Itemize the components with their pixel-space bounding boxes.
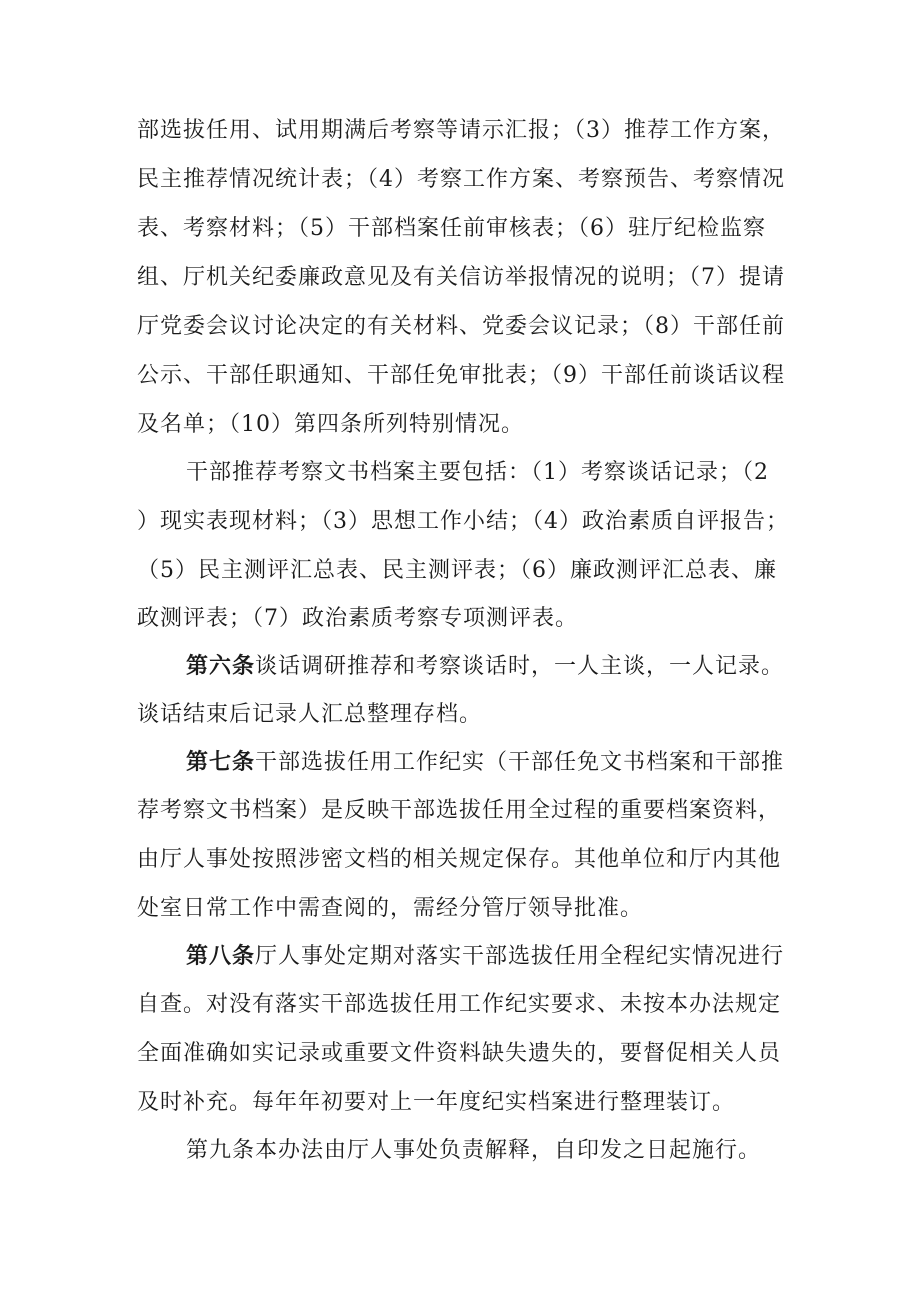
- paragraph-1-line: [0, 165, 920, 195]
- text-line: 谈话结束后记录人汇总整理存档。: [137, 702, 483, 727]
- text-line: 部选拔任用、试用期满后考察等请示汇报；（3）推荐工作方案，: [137, 118, 785, 143]
- article-7-line: [0, 894, 920, 924]
- paragraph-1-line: [0, 410, 920, 440]
- article-8-first-line: [0, 941, 920, 971]
- text-line: 自查。对没有落实干部选拔任用工作纪实要求、未按本办法规定: [137, 992, 782, 1017]
- article-heading: 第七条: [186, 749, 256, 775]
- text-line: 由厅人事处按照涉密文档的相关规定保存。其他单位和厅内其他: [137, 847, 782, 872]
- article-8-text: [186, 941, 784, 972]
- text-line: 第九条本办法由厅人事处负责解释，自印发之日起施行。: [186, 1138, 762, 1163]
- paragraph-1-line: [0, 312, 920, 342]
- text-line: 处室日常工作中需查阅的，需经分管厅领导批准。: [137, 896, 644, 921]
- text-line: 表、考察材料；（5）干部档案任前审核表；（6）驻厅纪检监察: [137, 216, 766, 241]
- text-line: 组、厅机关纪委廉政意见及有关信访举报情况的说明；（7）提请: [137, 265, 785, 290]
- article-7-first-line: [0, 747, 920, 777]
- article-6-first-line: [0, 651, 920, 681]
- text-line: 荐考察文书档案）是反映干部选拔任用全过程的重要档案资料，: [137, 798, 782, 823]
- text-line: （5）民主测评汇总表、民主测评表；（6）廉政测评汇总表、廉: [137, 558, 777, 583]
- paragraph-1-line: [0, 214, 920, 244]
- article-6-text: [186, 651, 784, 682]
- text-line: 及名单；（10）第四条所列特别情况。: [137, 412, 524, 437]
- paragraph-2-line: [0, 556, 920, 586]
- paragraph-1-line: [0, 116, 920, 146]
- article-8-line: [0, 990, 920, 1020]
- article-7-line: [0, 796, 920, 826]
- article-8-line: [0, 1088, 920, 1118]
- article-6-line: [0, 700, 920, 730]
- article-8-line: [0, 1039, 920, 1069]
- text-line: 全面准确如实记录或重要文件资料缺失遗失的，要督促相关人员: [137, 1041, 782, 1066]
- article-9-line: [0, 1136, 920, 1166]
- text-line: 谈话调研推荐和考察谈话时，一人主谈，一人记录。: [255, 654, 785, 679]
- paragraph-1-line: [0, 361, 920, 391]
- text-line: 干部推荐考察文书档案主要包括：（1）考察谈话记录；（2: [186, 460, 769, 485]
- article-7-text: [186, 747, 784, 778]
- article-heading: 第八条: [186, 943, 256, 969]
- text-line: 公示、干部任职通知、干部任免审批表；（9）干部任前谈话议程: [137, 363, 785, 388]
- text-line: 干部选拔任用工作纪实（干部任免文书档案和干部推: [255, 750, 785, 775]
- text-line: 厅人事处定期对落实干部选拔任用全程纪实情况进行: [255, 944, 785, 969]
- article-7-line: [0, 845, 920, 875]
- paragraph-2-line: [0, 507, 920, 537]
- paragraph-2-line: [0, 604, 920, 634]
- text-line: 政测评表；（7）政治素质考察专项测评表。: [137, 606, 578, 631]
- text-line: 厅党委会议讨论决定的有关材料、党委会议记录；（8）干部任前: [137, 314, 785, 339]
- paragraph-1-line: [0, 263, 920, 293]
- text-line: 民主推荐情况统计表；（4）考察工作方案、考察预告、考察情况: [137, 167, 785, 192]
- text-line: ）现实表现材料；（3）思想工作小结；（4）政治素质自评报告；: [137, 509, 789, 534]
- article-heading: 第六条: [186, 653, 256, 679]
- paragraph-2-line: [0, 458, 920, 488]
- text-line: 及时补充。每年年初要对上一年度纪实档案进行整理装订。: [137, 1090, 736, 1115]
